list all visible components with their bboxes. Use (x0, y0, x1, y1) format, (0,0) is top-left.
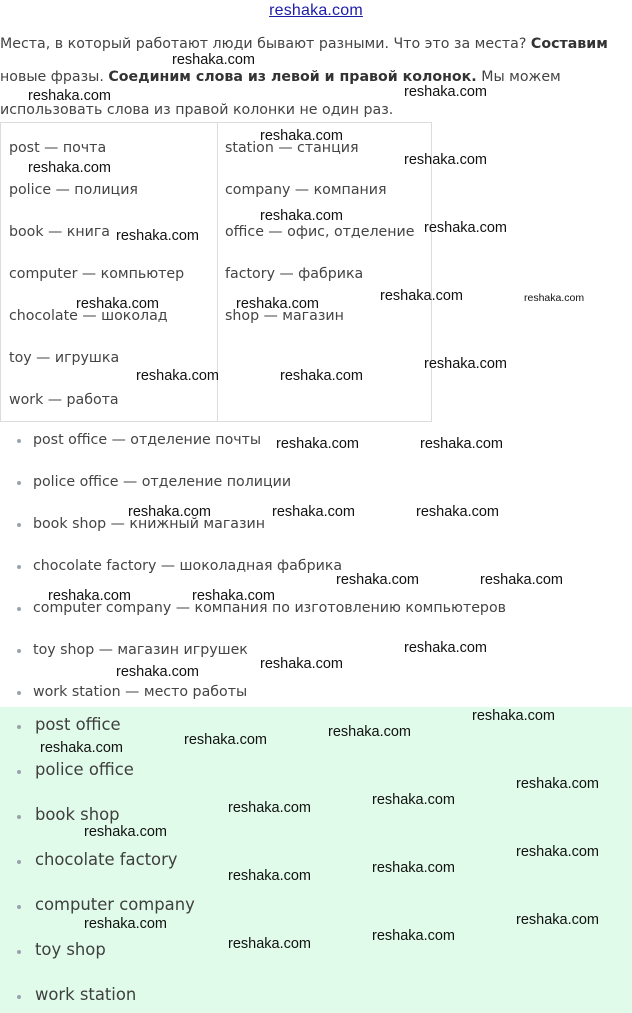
answer-text: police office — отделение полиции (33, 474, 292, 490)
bullet-icon (17, 950, 21, 954)
right-word: shop — магазин (225, 308, 344, 324)
watermark: reshaka.com (404, 152, 488, 168)
watermark: reshaka.com (516, 844, 600, 860)
answer-text: chocolate factory — шоколадная фабрика (33, 558, 343, 574)
left-word: chocolate — шоколад (9, 308, 168, 324)
watermark: reshaka.com (372, 860, 456, 876)
bullet-icon (17, 860, 21, 864)
list-item (0, 935, 632, 965)
intro-bold1: Составим (530, 36, 608, 52)
watermark: reshaka.com (40, 740, 124, 756)
watermark: reshaka.com (276, 436, 360, 452)
watermark: reshaka.com (272, 504, 356, 520)
watermark: reshaka.com (424, 356, 508, 372)
list-item (0, 980, 632, 1010)
watermark: reshaka.com (328, 724, 412, 740)
watermark: reshaka.com (280, 368, 364, 384)
watermark: reshaka.com (116, 228, 200, 244)
phrase-text: book shop (35, 805, 120, 824)
left-column (9, 137, 184, 431)
right-word: office — офис, отделение (225, 224, 415, 240)
watermark: reshaka.com (416, 504, 500, 520)
bullet-icon (17, 565, 21, 569)
watermark: reshaka.com (116, 664, 200, 680)
watermark: reshaka.com (480, 572, 564, 588)
left-word: toy — игрушка (9, 350, 120, 366)
watermark: reshaka.com (472, 708, 556, 724)
watermark: reshaka.com (84, 916, 168, 932)
answer-text: toy shop — магазин игрушек (33, 642, 248, 658)
watermark: reshaka.com (404, 84, 488, 100)
intro-bold2: Соединим слова из левой и правой колонок. (108, 69, 477, 85)
bullet-icon (17, 523, 21, 527)
bullet-icon (17, 691, 21, 695)
answer-text: post office — отделение почты (33, 432, 262, 448)
phrase-text: toy shop (35, 940, 106, 959)
answer-text: work station — место работы (33, 684, 248, 700)
bullet-icon (17, 649, 21, 653)
bullet-icon (17, 725, 21, 729)
watermark: reshaka.com (236, 296, 320, 312)
phrase-text: computer company (35, 895, 195, 914)
bullet-icon (17, 439, 21, 443)
intro-text (0, 28, 632, 127)
bullet-icon (17, 481, 21, 485)
answer-text: book shop — книжный магазин (33, 516, 266, 532)
phrase-text: chocolate factory (35, 850, 178, 869)
watermark: reshaka.com (516, 912, 600, 928)
left-word: computer — компьютер (9, 266, 185, 282)
watermark: reshaka.com (48, 588, 132, 604)
right-word: station — станция (225, 140, 359, 156)
left-word: work — работа (9, 392, 119, 408)
watermark: reshaka.com (228, 936, 312, 952)
right-column (225, 137, 415, 347)
watermark: reshaka.com (28, 160, 112, 176)
watermark: reshaka.com (228, 868, 312, 884)
watermark: reshaka.com (260, 656, 344, 672)
left-word: book — книга (9, 224, 111, 240)
watermark: reshaka.com (184, 732, 268, 748)
bullet-icon (17, 905, 21, 909)
watermark: reshaka.com (28, 88, 112, 104)
right-word: factory — фабрика (225, 266, 364, 282)
watermark: reshaka.com (524, 292, 585, 304)
intro-part2: новые фразы. (0, 69, 109, 85)
watermark: reshaka.com (192, 588, 276, 604)
bullet-icon (17, 770, 21, 774)
watermark: reshaka.com (420, 436, 504, 452)
watermark: reshaka.com (228, 800, 312, 816)
site-header-link[interactable]: reshaka.com (269, 2, 363, 19)
watermark: reshaka.com (372, 928, 456, 944)
phrase-text: work station (35, 985, 137, 1004)
answer-text: computer company — компания по изготовлению компьютеров (33, 600, 506, 616)
intro-part1: Места, в который работают люди бывают разными. Что это за места? (0, 36, 531, 52)
phrase-text: police office (35, 760, 134, 779)
watermark: reshaka.com (380, 288, 464, 304)
watermark: reshaka.com (128, 504, 212, 520)
watermark: reshaka.com (336, 572, 420, 588)
bullet-icon (17, 995, 21, 999)
watermark: reshaka.com (260, 128, 344, 144)
watermark: reshaka.com (516, 776, 600, 792)
left-word: post — почта (9, 140, 107, 156)
watermark: reshaka.com (424, 220, 508, 236)
phrase-text: post office (35, 715, 121, 734)
watermark: reshaka.com (260, 208, 344, 224)
left-word: police — полиция (9, 182, 138, 198)
watermark: reshaka.com (404, 640, 488, 656)
watermark: reshaka.com (172, 52, 256, 68)
watermark: reshaka.com (76, 296, 160, 312)
watermark: reshaka.com (136, 368, 220, 384)
bullet-icon (17, 607, 21, 611)
right-word: company — компания (225, 182, 387, 198)
bullet-icon (17, 815, 21, 819)
intro-part3: Мы можем использовать слова из правой колонки не один раз. (0, 69, 561, 118)
watermark: reshaka.com (372, 792, 456, 808)
watermark: reshaka.com (84, 824, 168, 840)
